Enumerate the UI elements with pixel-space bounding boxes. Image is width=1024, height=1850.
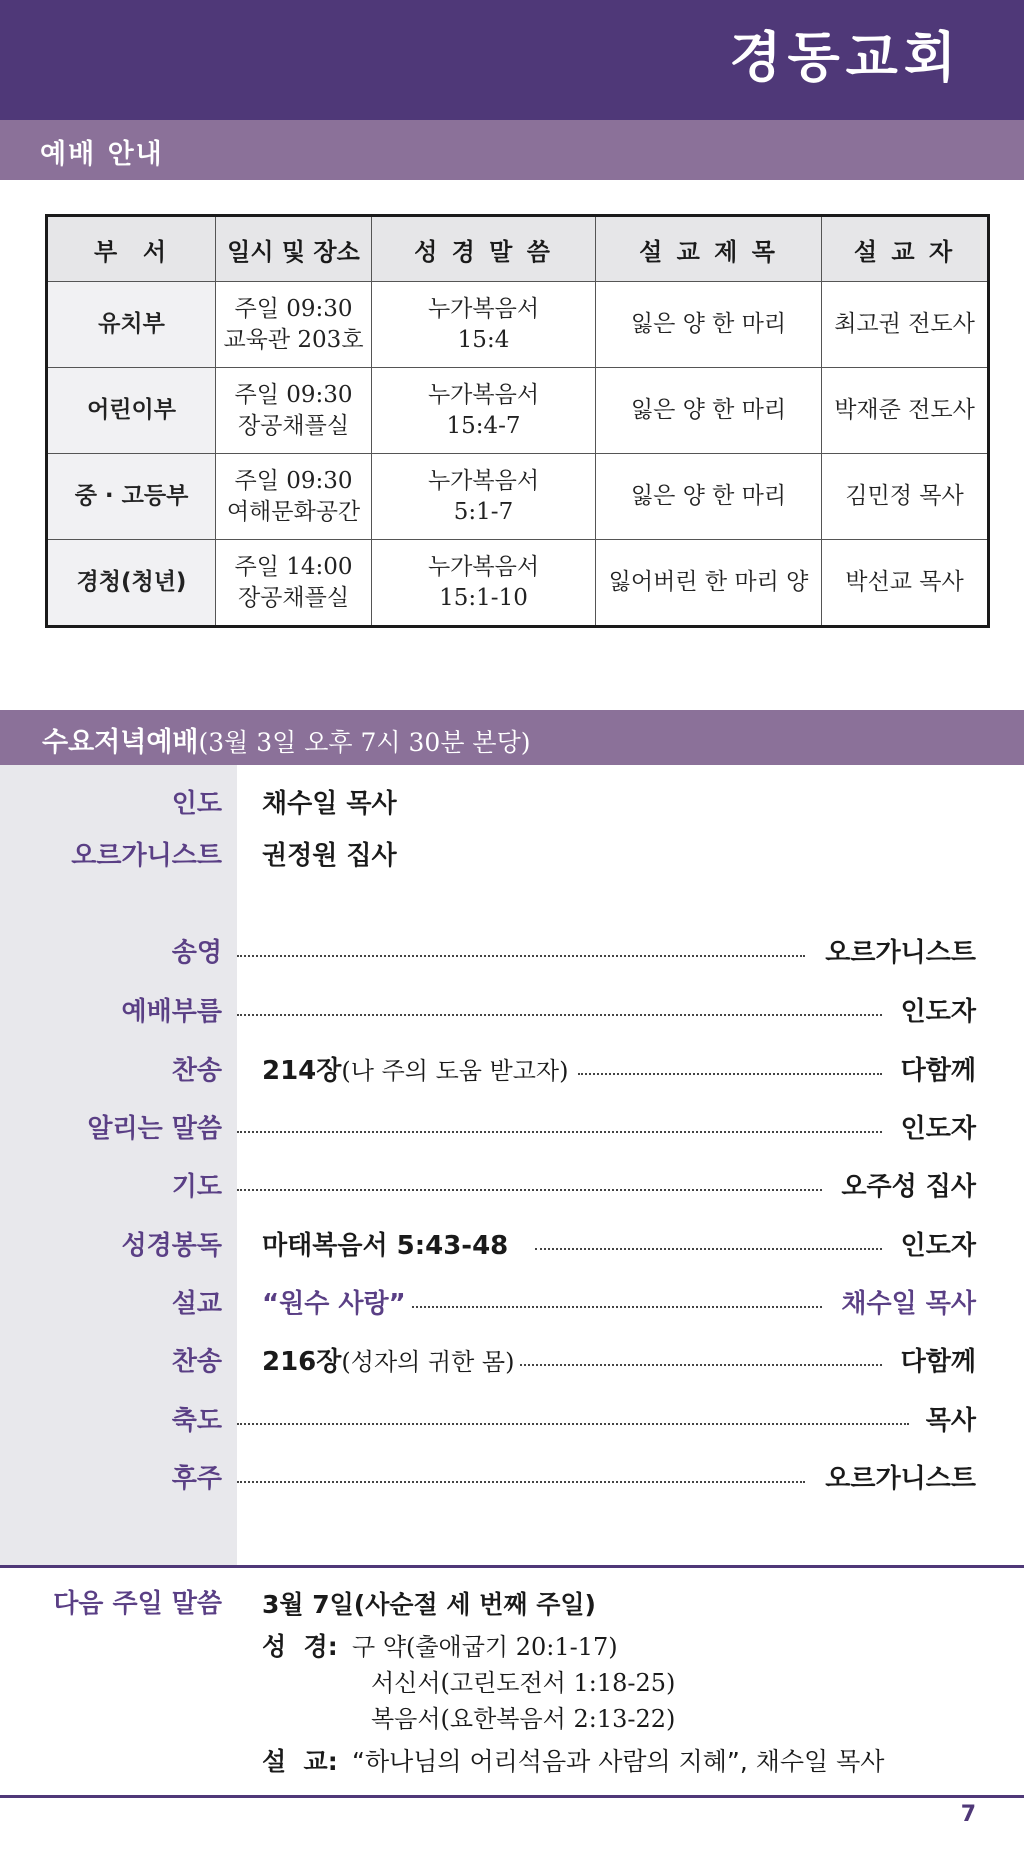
book-text: 누가복음서 — [427, 553, 540, 580]
order-item-call-to-worship — [0, 991, 1024, 1031]
dot-leader — [237, 1131, 882, 1133]
order-item-hymn — [0, 1050, 1024, 1090]
leader-row — [0, 783, 1024, 823]
book-text: 누가복음서 — [427, 295, 540, 322]
sermon-title-cell: 잃어버린 한 마리 양 — [596, 540, 822, 627]
dot-leader — [237, 1481, 805, 1483]
order-label: 후주 — [171, 1464, 222, 1494]
order-item-hymn — [0, 1341, 1024, 1381]
order-item-prayer — [0, 1166, 1024, 1206]
book-text: 누가복음서 — [427, 467, 540, 494]
order-label: 설교 — [171, 1289, 222, 1319]
table-row — [47, 282, 989, 368]
role-name: 채수일 목사 — [262, 789, 397, 819]
role-label: 인도 — [171, 789, 222, 819]
sermon-title: “원수 사랑” — [262, 1289, 406, 1319]
dot-leader — [237, 1014, 882, 1016]
scripture-cell — [372, 454, 596, 540]
place-text: 장공채플실 — [237, 584, 350, 611]
scripture-cell — [372, 282, 596, 368]
scripture-cell — [372, 368, 596, 454]
book-text: 누가복음서 — [427, 381, 540, 408]
hymn-number: 216장 — [262, 1347, 342, 1377]
place-text: 장공채플실 — [237, 412, 350, 439]
dot-leader — [535, 1248, 882, 1250]
order-responsible: 오르가니스트 — [825, 1464, 976, 1494]
order-responsible: 인도자 — [900, 997, 976, 1027]
preacher-cell: 박선교 목사 — [822, 540, 989, 627]
dot-leader — [578, 1073, 882, 1075]
order-label: 송영 — [171, 938, 222, 968]
scripture-ot: 구 약(출애굽기 20:1-17) — [352, 1633, 618, 1661]
sermon-key: 설 교: — [262, 1747, 338, 1776]
header-bar — [0, 0, 1024, 120]
leader-row — [0, 835, 1024, 875]
order-item-scripture-reading — [0, 1225, 1024, 1265]
next-week-scripture-ot — [262, 1627, 618, 1663]
page-number: 7 — [960, 1802, 976, 1827]
order-responsible: 인도자 — [900, 1231, 976, 1261]
place-text: 교육관 203호 — [223, 326, 364, 353]
table-header-row — [47, 216, 989, 282]
time-place-cell — [216, 540, 372, 627]
order-responsible: 인도자 — [900, 1114, 976, 1144]
order-label: 예배부름 — [121, 997, 222, 1027]
verse-text: 15:1-10 — [439, 584, 528, 611]
next-week-label: 다음 주일 말씀 — [53, 1589, 222, 1619]
hymn-title: (성자의 귀한 몸) — [341, 1348, 515, 1376]
order-label: 찬송 — [171, 1347, 222, 1377]
preacher-cell: 김민정 목사 — [822, 454, 989, 540]
section-header-wednesday-service — [0, 710, 1024, 765]
hymn-number: 214장 — [262, 1056, 342, 1086]
dot-leader — [412, 1306, 822, 1308]
department-cell: 어린이부 — [47, 368, 216, 454]
place-text: 여해문화공간 — [226, 498, 361, 525]
next-week-date: 3월 7일(사순절 세 번째 주일) — [262, 1590, 596, 1619]
dot-leader — [237, 1189, 822, 1191]
time-place-cell — [216, 454, 372, 540]
time-text: 주일 14:00 — [234, 553, 353, 580]
order-item-doxology — [0, 932, 1024, 972]
scripture-reference: 마태복음서 5:43-48 — [262, 1231, 509, 1261]
next-week-scripture-gospel: 복음서(요한복음서 2:13-22) — [371, 1705, 676, 1733]
verse-text: 15:4 — [457, 326, 510, 353]
column-header-time-place: 일시 및 장소 — [216, 216, 372, 282]
time-text: 주일 09:30 — [234, 295, 353, 322]
column-header-sermon-title: 설 교 제 목 — [596, 216, 822, 282]
order-label: 찬송 — [171, 1056, 222, 1086]
section-header-worship-guide — [0, 120, 1024, 180]
order-responsible: 다함께 — [900, 1056, 976, 1086]
section-subtitle: (3월 3일 오후 7시 30분 본당) — [198, 728, 531, 757]
verse-text: 5:1-7 — [453, 498, 514, 525]
scripture-cell — [372, 540, 596, 627]
order-responsible: 다함께 — [900, 1347, 976, 1377]
section-divider — [0, 1565, 1024, 1568]
order-responsible: 채수일 목사 — [841, 1289, 976, 1319]
section-title: 예배 안내 — [40, 139, 164, 170]
sermon-title-cell: 잃은 양 한 마리 — [596, 282, 822, 368]
order-item-benediction — [0, 1400, 1024, 1440]
time-place-cell — [216, 368, 372, 454]
department-cell: 중 · 고등부 — [47, 454, 216, 540]
column-header-scripture: 성 경 말 씀 — [372, 216, 596, 282]
column-header-preacher: 설 교 자 — [822, 216, 989, 282]
label-column-background — [0, 765, 237, 1565]
time-place-cell — [216, 282, 372, 368]
role-name: 권정원 집사 — [262, 841, 397, 871]
sermon-title-cell: 잃은 양 한 마리 — [596, 368, 822, 454]
order-item-announcements — [0, 1108, 1024, 1148]
time-text: 주일 09:30 — [234, 467, 353, 494]
dot-leader — [237, 1423, 909, 1425]
table-row — [47, 368, 989, 454]
order-item-sermon — [0, 1283, 1024, 1323]
table-row — [47, 454, 989, 540]
hymn-title: (나 주의 도움 받고자) — [341, 1057, 569, 1085]
order-item-postlude — [0, 1458, 1024, 1498]
preacher-cell: 박재준 전도사 — [822, 368, 989, 454]
column-header-department: 부 서 — [47, 216, 216, 282]
time-text: 주일 09:30 — [234, 381, 353, 408]
next-week-scripture-epistle: 서신서(고린도전서 1:18-25) — [371, 1669, 676, 1697]
department-worship-table — [45, 214, 990, 628]
sermon-title-cell: 잃은 양 한 마리 — [596, 454, 822, 540]
department-cell: 유치부 — [47, 282, 216, 368]
order-responsible: 오르가니스트 — [825, 938, 976, 968]
order-responsible: 오주성 집사 — [841, 1172, 976, 1202]
order-label: 성경봉독 — [121, 1231, 222, 1261]
scripture-key: 성 경: — [262, 1632, 338, 1661]
department-cell: 경청(청년) — [47, 540, 216, 627]
church-name-logo: 경동교회 — [729, 25, 962, 89]
order-label: 기도 — [171, 1172, 222, 1202]
order-label: 축도 — [171, 1406, 222, 1436]
next-week-sermon — [262, 1742, 884, 1778]
dot-leader — [237, 955, 805, 957]
preacher-cell: 최고권 전도사 — [822, 282, 989, 368]
order-responsible: 목사 — [925, 1406, 976, 1436]
role-label: 오르가니스트 — [71, 841, 222, 871]
verse-text: 15:4-7 — [446, 412, 521, 439]
sermon-text: “하나님의 어리석음과 사람의 지혜”, 채수일 목사 — [352, 1747, 885, 1776]
section-title: 수요저녁예배 — [42, 727, 199, 758]
table-row — [47, 540, 989, 627]
dot-leader — [520, 1364, 882, 1366]
order-label: 알리는 말씀 — [87, 1114, 222, 1144]
footer-divider — [0, 1795, 1024, 1798]
